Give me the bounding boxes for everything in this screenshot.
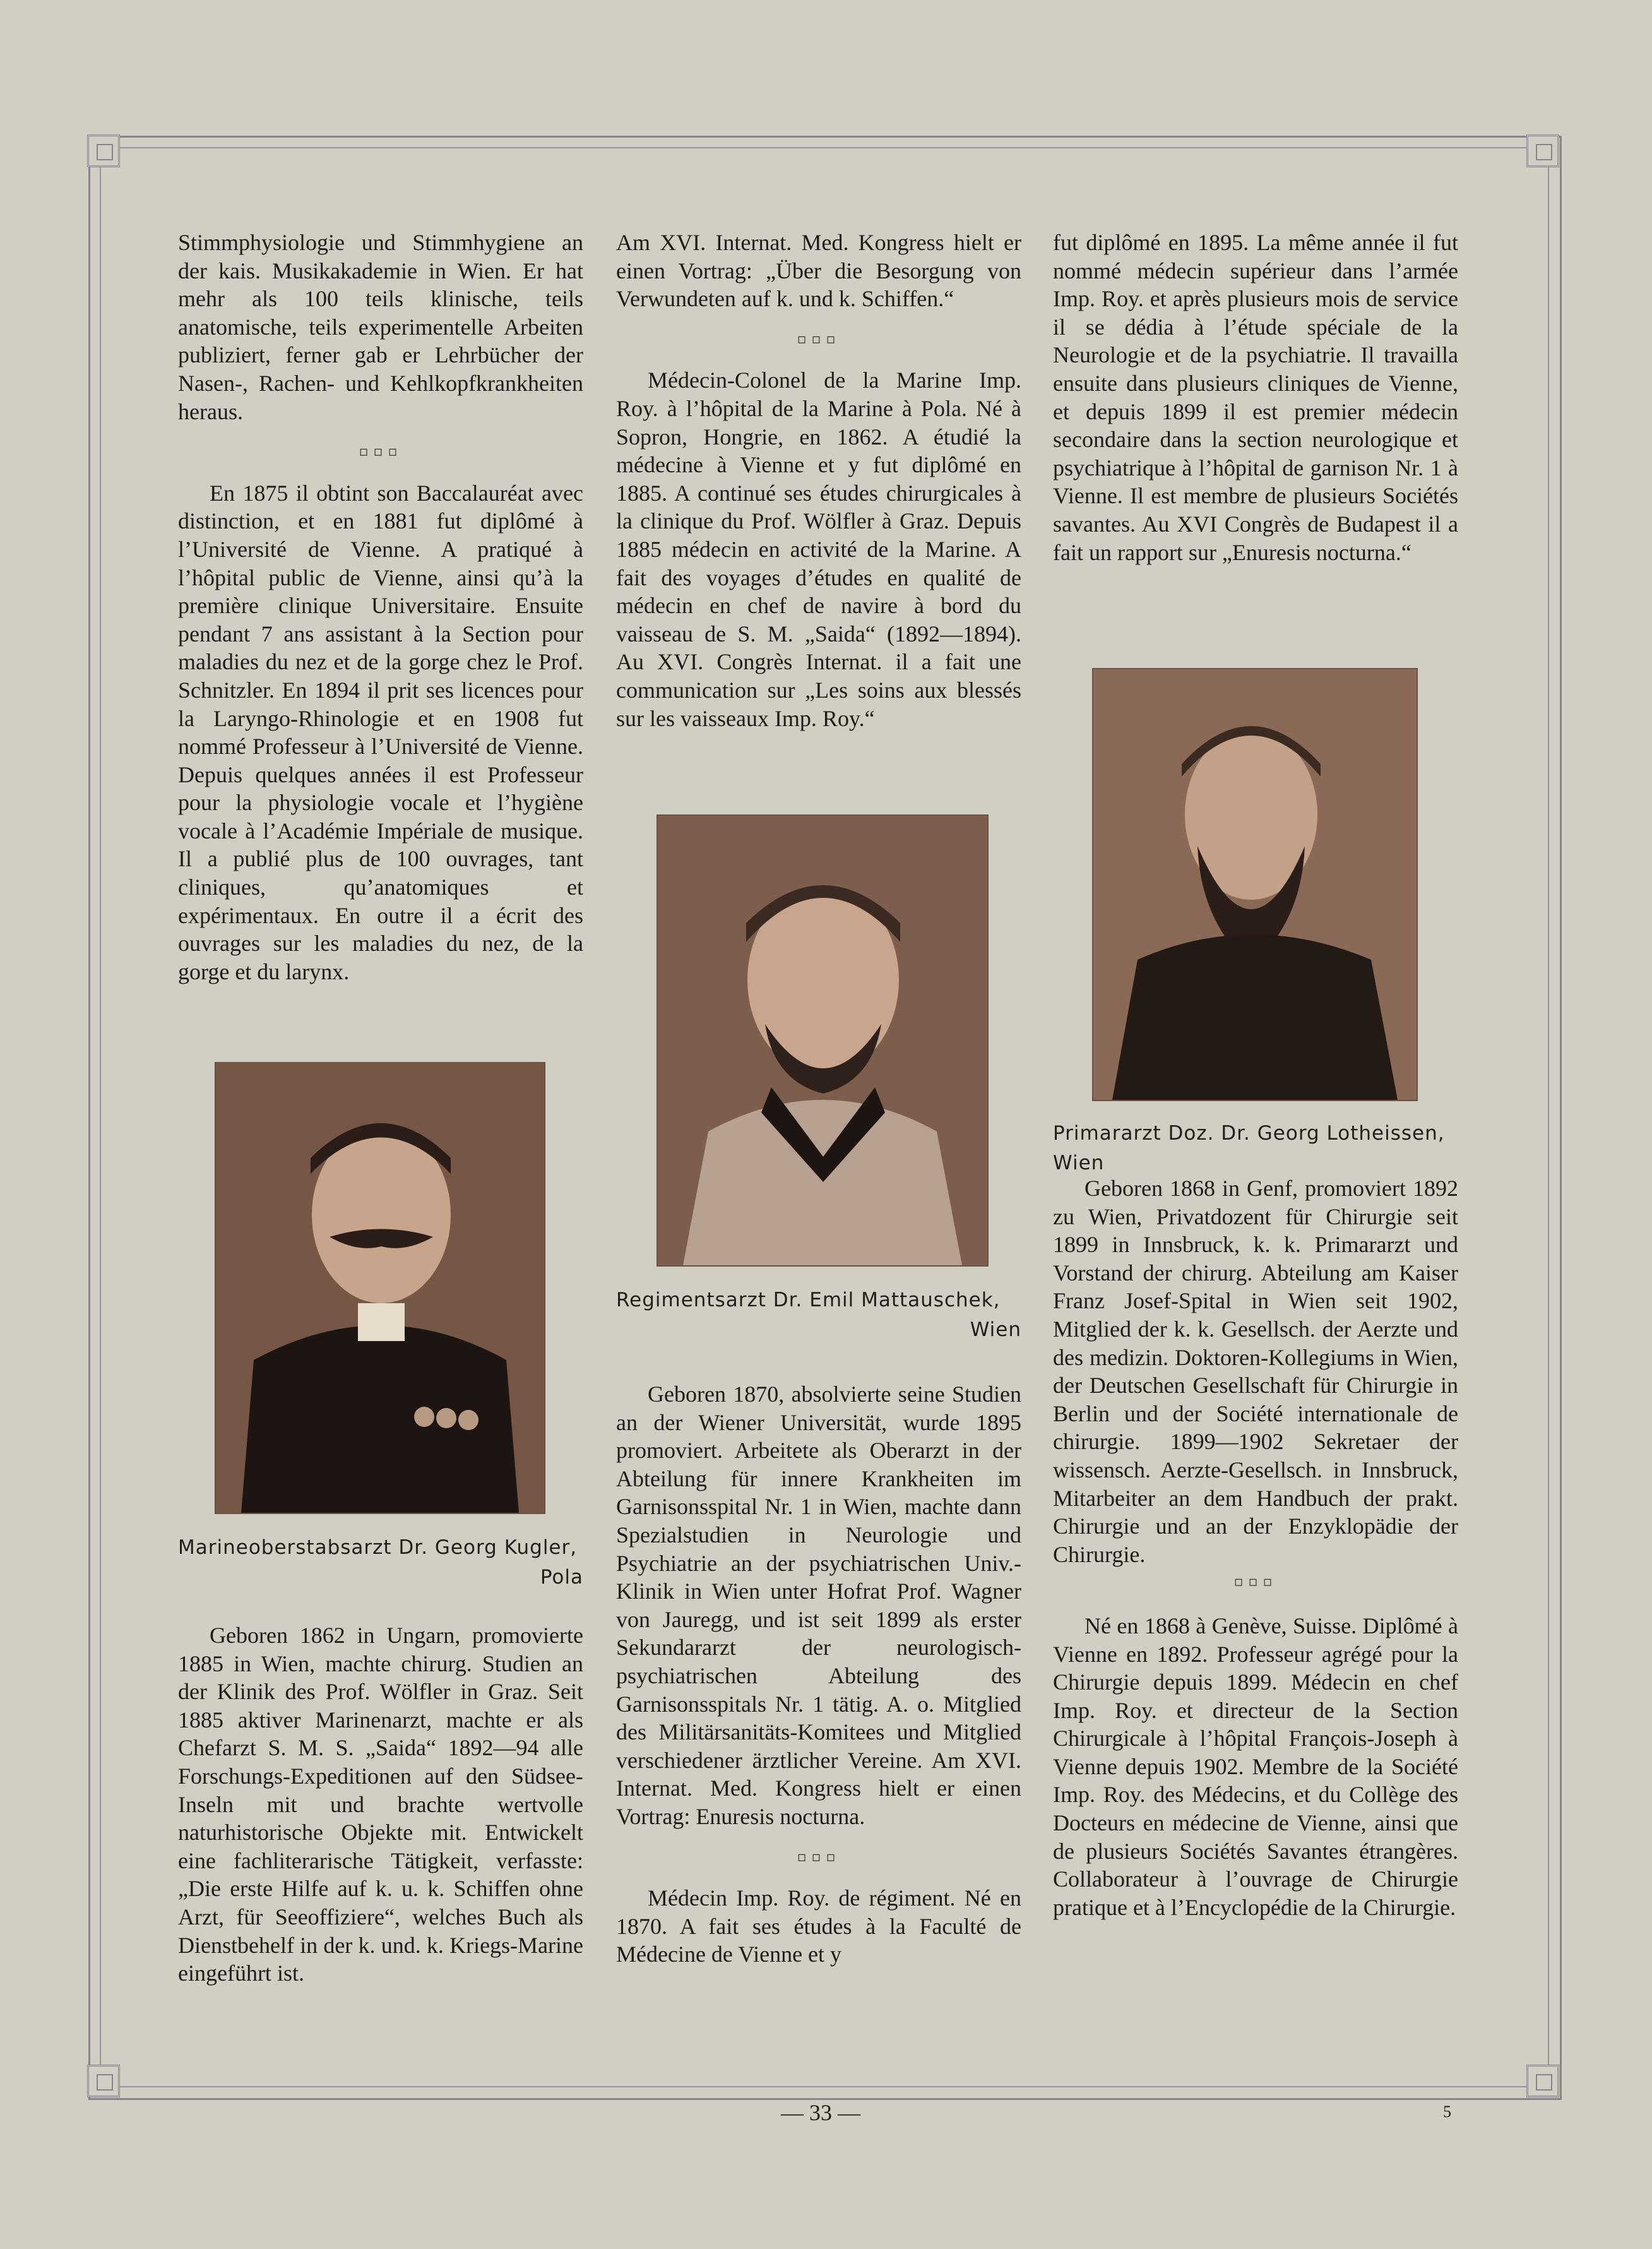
column-2 [616,229,1021,732]
portrait-photo-mattauschek [657,814,989,1267]
corner-ornament-top-left [87,134,120,167]
caption-kugler [178,1533,583,1592]
caption-mattauschek-line1: Regimentsarzt Dr. Emil Mattauschek, [616,1289,1001,1311]
section-separator: ▫▫▫ [797,331,841,347]
col1-paragraph-3: Geboren 1862 in Ungarn, promovierte 1885 in Wien, machte chirurg. Studien an der Klinik des Prof. Wölfler in Graz. Seit 1885 aktiver Marinenarzt, machte er als Chefarzt S. M. S. „Saida“ 1892—94 alle Forschungs-Expeditionen auf den Südsee-Inseln mit und brachte wertvolle naturhistorische Objekte mit. Entwickelt eine fachliterarische Tätigkeit, verfasste: „Die erste Hilfe auf k. u. k. Schiffen ohne Arzt, für Seeoffiziere“, welches Buch als Dienstbehelf in der k. und. k. Kriegs-Marine eingeführt ist. [178,1623,583,1986]
caption-lotheissen-line1: Primararzt Doz. Dr. Georg Lotheissen, Wien [1053,1122,1445,1174]
page-number: — 33 — [781,2100,860,2125]
portrait-photo-kugler [215,1062,545,1514]
col3-paragraph-2: Geboren 1868 in Genf, promoviert 1892 zu Wien, Privatdozent für Chirurgie seit 1899 in Innsbruck, k. k. Primararzt und Vorstand der chirurg. Abteilung am Kaiser Franz Josef-Spital in Wien seit 1902, Mitglied der k. k. Gesellsch. der Aerzte und des medizin. Doktoren-Kollegiums in Wien, der Deutschen Gesellschaft für Chirurgie in Berlin und der Société internationale de chirurgie. 1899—1902 Sekretaer der wissensch. Aerzte-Gesellsch. in Innsbruck, Mitarbeiter an dem Handbuch der prakt. Chirurgie und an der Enzyklopädie der Chirurgie. [1053,1176,1458,1567]
column-1 [178,229,583,986]
corner-ornament-top-right [1526,134,1559,167]
caption-kugler-line2: Pola [540,1566,583,1589]
col2-paragraph-1: Am XVI. Internat. Med. Kongress hielt er einen Vortrag: „Über die Besorgung von Verwundeten auf k. und k. Schiffen.“ [616,230,1021,312]
col3-paragraph-1: fut diplômé en 1895. La même année il fut nommé médecin supérieur dans l’armée Imp. Roy. et après plusieurs mois de service il se dédia à l’étude spéciale de la Neurologie et de la psychiatrie. Il travailla ensuite dans plusieurs cliniques de Vienne, et depuis 1899 il est premier médecin secondaire dans la section neurologique et psychiatrique à l’hôpital de garnison Nr. 1 à Vienne. Il est membre de plusieurs Sociétés savantes. Au XVI Congrès de Budapest il a fait un rapport sur „Enuresis nocturna.“ [1053,230,1458,565]
caption-mattauschek [616,1286,1021,1345]
col2-paragraph-2: Médecin-Colonel de la Marine Imp. Roy. à l’hôpital de la Marine à Pola. Né à Sopron, Hongrie, en 1862. A étudié la médecine à Vienne et y fut diplômé en 1885. A continué ses études chirurgicales à la clinique du Prof. Wölfler à Graz. Depuis 1885 médecin en activité de la Marine. A fait des voyages d’études en qualité de médecin en chef de navire à bord du vaisseau de S. M. „Saida“ (1892—1894). Au XVI. Congrès Internat. il a fait une communication sur „Les soins aux blessés sur les vaisseaux Imp. Roy.“ [616,367,1021,731]
caption-mattauschek-line2: Wien [970,1318,1021,1341]
column-3-lower [1053,1174,1458,1921]
portrait-photo-lotheissen [1092,668,1418,1101]
section-separator: ▫▫▫ [359,444,403,460]
col2-paragraph-3: Geboren 1870, absolvierte seine Studien an der Wiener Universität, wurde 1895 promoviert. Arbeitete als Oberarzt in der Abteilung für innere Krankheiten im Garnisonsspital Nr. 1 in Wien, machte dann Spezialstudien in Neurologie und Psychiatrie an der psychiatrischen Univ.-Klinik in Wien unter Hofrat Prof. Wagner von Jauregg, und ist seit 1899 als erster Sekundararzt der neurologisch-psychiatrischen Abteilung des Garnisonsspitals Nr. 1 tätig. A. o. Mitglied des Militärsanitäts-Komitees und Mitglied verschiedener ärztlicher Vereine. Am XVI. Internat. Med. Kongress hielt er einen Vortrag: Enuresis nocturna. [616,1381,1021,1829]
col2-paragraph-4: Médecin Imp. Roy. de régiment. Né en 1870. A fait ses études à la Faculté de Médecine de Vienne et y [616,1885,1021,1967]
column-3 [1053,229,1458,566]
col1-paragraph-2: En 1875 il obtint son Baccalauréat avec distinction, et en 1881 fut diplômé à l’Université de Vienne. A pratiqué à l’hôpital public de Vienne, ainsi qu’à la première clinique Universitaire. Ensuite pendant 7 ans assistant à la Section pour maladies du nez et de la gorge chez le Prof. Schnitzler. En 1894 il prit ses licences pour la Laryngo-Rhinologie et en 1908 fut nommé Professeur à l’Université de Vienne. Depuis quelques années il est Professeur pour la physiologie vocale et l’hygiène vocale à l’Académie Impériale de musique. Il a publié plus de 100 ouvrages, tant cliniques, qu’anatomiques et expérimentaux. En outre il a écrit des ouvrages sur les maladies du nez, de la gorge et du larynx. [178,480,583,984]
caption-kugler-line1: Marineoberstabsarzt Dr. Georg Kugler, [178,1536,578,1559]
printer-signature-mark: 5 [1443,2103,1451,2121]
column-1-lower [178,1621,583,1988]
corner-ornament-bottom-right [1526,2065,1559,2097]
column-2-lower [616,1380,1021,1969]
corner-ornament-bottom-left [87,2065,120,2097]
section-separator: ▫▫▫ [797,1849,841,1865]
caption-lotheissen [1053,1119,1470,1178]
col3-paragraph-3: Né en 1868 à Genève, Suisse. Diplômé à Vienne en 1892. Professeur agrégé pour la Chirurgie depuis 1899. Médecin en chef Imp. Roy. et directeur de la Section Chirurgicale à l’hôpital François-Joseph à Vienne depuis 1902. Membre de la Société Imp. Roy. des Médecins, et du Collège des Docteurs en médecine de Vienne, ainsi que de plusieurs Sociétés Savantes étrangères. Collaborateur à l’ouvrage de Chirurgie pratique et à l’Encyclopédie de la Chirurgie. [1053,1613,1458,1920]
col1-paragraph-1: Stimmphysiologie und Stimmhygiene an der kais. Musikakademie in Wien. Er hat mehr als 100 teils klinische, teils anatomische, teils experimentelle Arbeiten publiziert, ferner gab er Lehrbücher der Nasen-, Rachen- und Kehlkopfkrankheiten heraus. [178,230,583,424]
section-separator: ▫▫▫ [1233,1574,1278,1590]
